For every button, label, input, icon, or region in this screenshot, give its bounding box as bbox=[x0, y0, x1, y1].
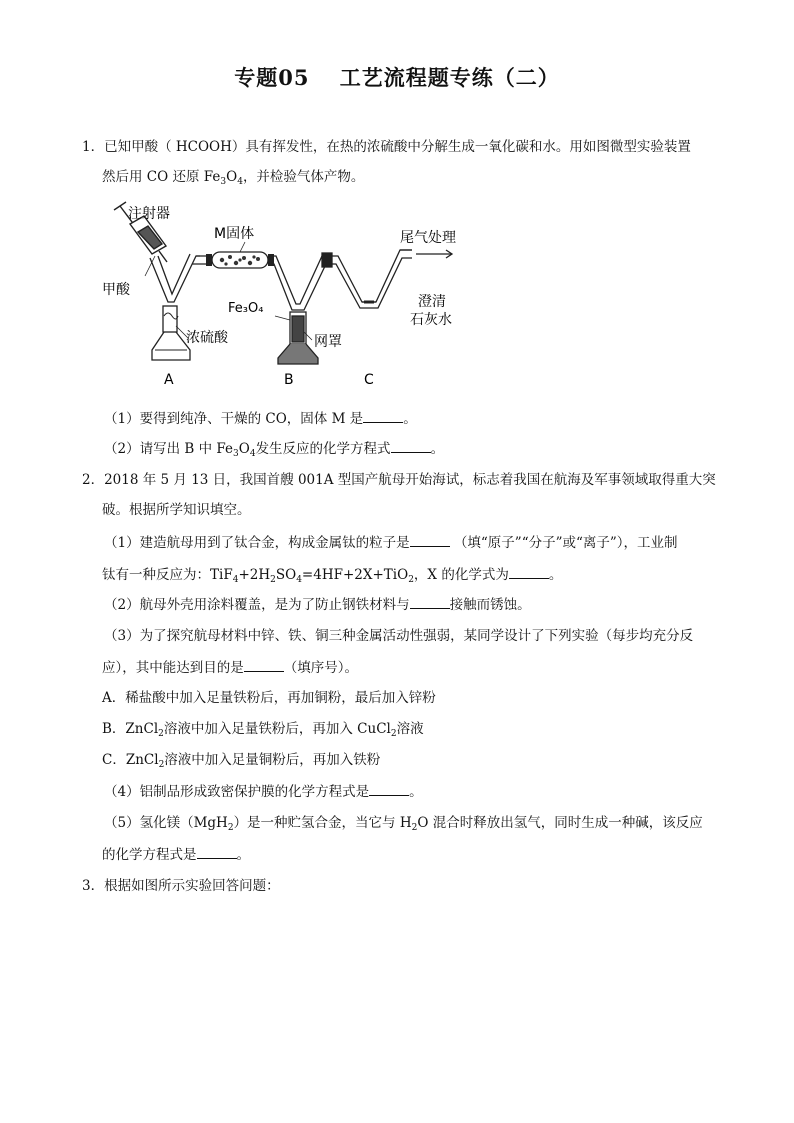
answer-blank[interactable] bbox=[369, 781, 409, 796]
label-a: A bbox=[164, 372, 174, 388]
label-limewater-2: 石灰水 bbox=[410, 312, 452, 328]
q2-option-b: B．ZnCl$_2$溶液中加入足量铁粉后，再加入 CuCl$_2$溶液 bbox=[102, 721, 424, 739]
label-limewater-1: 澄清 bbox=[418, 294, 446, 310]
q2-part2: （2）航母外壳用涂料覆盖，是为了防止钢铁材料与 接触而锈蚀。 bbox=[104, 594, 531, 615]
q2-part1-line1: （1）建造航母用到了钛合金，构成金属钛的粒子是 （填“原子”“分子”或“离子”），工业制 bbox=[104, 532, 678, 553]
q2-part5-line2: 的化学方程式是 。 bbox=[102, 844, 250, 865]
q1-stem-line1: 1．已知甲酸（ HCOOH）具有挥发性，在热的浓硫酸中分解生成一氧化碳和水。用如图微型实验装置 bbox=[82, 139, 691, 155]
q1-part2: （2）请写出 B 中 $Fe_3O_4$发生反应的化学方程式 。 bbox=[104, 438, 444, 459]
label-m-solid: M固体 bbox=[214, 226, 255, 242]
q1-stem-line2: 然后用 CO 还原 $Fe_3O_4$，并检验气体产物。 bbox=[102, 169, 365, 187]
label-c: C bbox=[364, 372, 374, 388]
label-tail-gas: 尾气处理 bbox=[400, 230, 456, 246]
answer-blank[interactable] bbox=[410, 532, 450, 547]
flask-b-icon bbox=[278, 312, 318, 364]
q2-part5-line1: （5）氢化镁（MgH$_2$）是一种贮氢合金，当它与 $H_2O$ 混合时释放出氢气，同时生成一种碱，该反应 bbox=[104, 815, 703, 833]
q2-part3-line2: 应），其中能达到目的是 （填序号）。 bbox=[102, 657, 358, 678]
q2-part1-line2: 钛有一种反应为：$TiF_4+2H_2SO_4=4HF+2X+TiO_2$，X 的化学式为 。 bbox=[102, 564, 562, 585]
label-b: B bbox=[284, 372, 294, 388]
experiment-apparatus-diagram bbox=[100, 198, 480, 393]
label-formic-acid: 甲酸 bbox=[102, 282, 130, 298]
label-net-cover: 网罩 bbox=[314, 334, 342, 350]
q2-option-c: C．ZnCl$_2$溶液中加入足量铜粉后，再加入铁粉 bbox=[102, 752, 381, 770]
q3-stem: 3．根据如图所示实验回答问题： bbox=[82, 878, 280, 894]
q2-part3-line1: （3）为了探究航母材料中锌、铁、铜三种金属活动性强弱，某同学设计了下列实验（每步均充分反 bbox=[104, 628, 694, 644]
label-conc-h2so4: 浓硫酸 bbox=[186, 330, 228, 346]
page-title: 专题05 工艺流程题专练（二） bbox=[234, 65, 560, 90]
q1-part1: （1）要得到纯净、干燥的 CO，固体 M 是 。 bbox=[104, 408, 417, 429]
answer-blank[interactable] bbox=[363, 408, 403, 423]
q2-option-a: A．稀盐酸中加入足量铁粉后，再加铜粉，最后加入锌粉 bbox=[102, 690, 436, 706]
answer-blank[interactable] bbox=[410, 594, 450, 609]
q2-stem-line1: 2．2018 年 5 月 13 日，我国首艘 001A 型国产航母开始海试，标志着我国在航海及军事领域取得重大突 bbox=[82, 472, 716, 488]
label-fe3o4: Fe₃O₄ bbox=[228, 301, 264, 316]
answer-blank[interactable] bbox=[197, 844, 237, 859]
label-syringe: 注射器 bbox=[128, 206, 170, 222]
answer-blank[interactable] bbox=[509, 564, 549, 579]
q2-part4: （4）铝制品形成致密保护膜的化学方程式是 。 bbox=[104, 781, 423, 802]
answer-blank[interactable] bbox=[244, 657, 284, 672]
answer-blank[interactable] bbox=[391, 438, 431, 453]
flask-a-icon bbox=[152, 306, 190, 360]
q2-stem-line2: 破。根据所学知识填空。 bbox=[102, 502, 251, 518]
